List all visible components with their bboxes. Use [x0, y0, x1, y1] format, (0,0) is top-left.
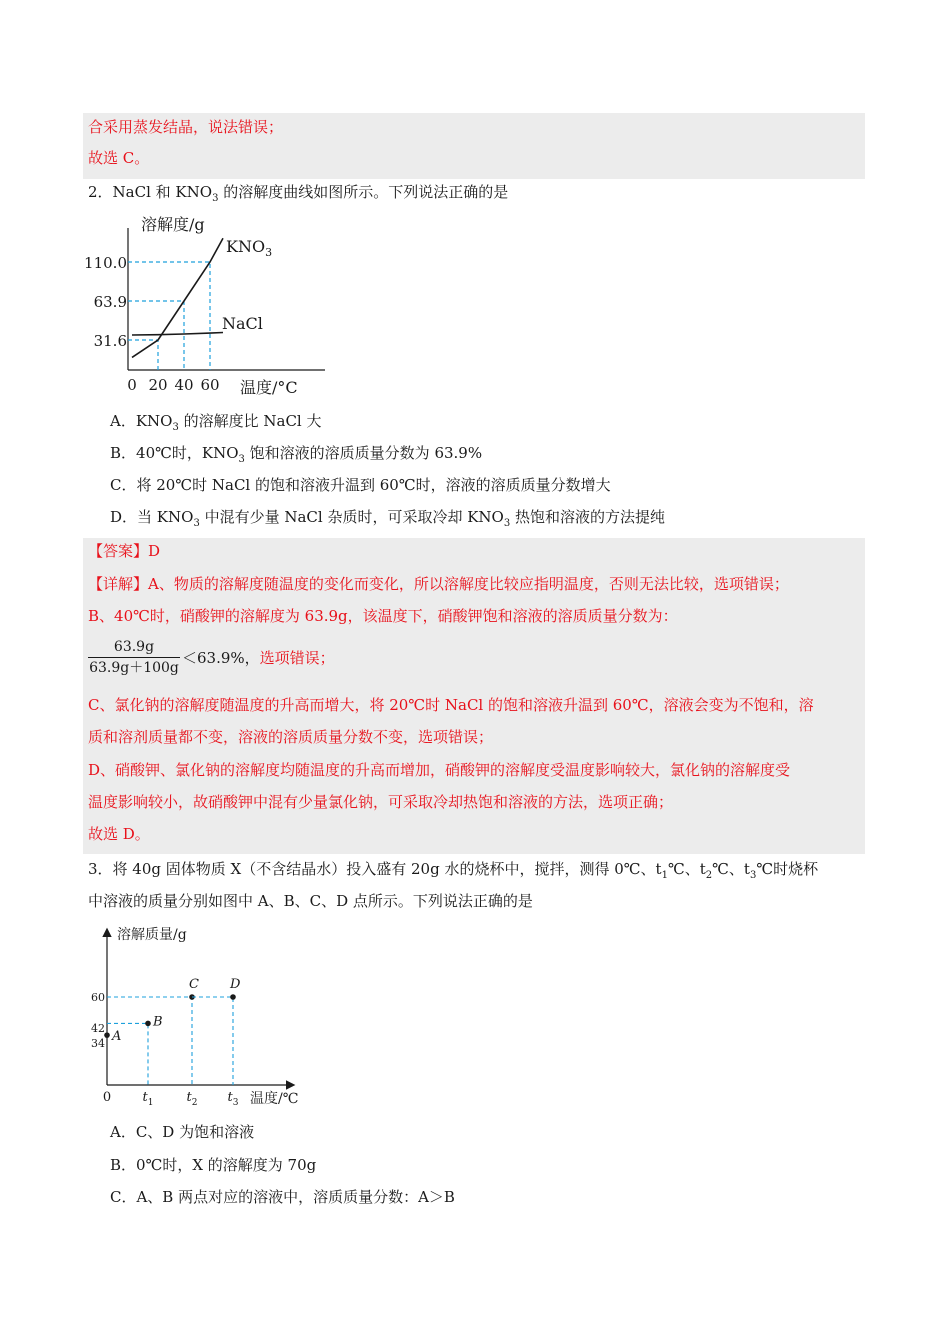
chart2-x-tick: $t_1$ [142, 1090, 154, 1108]
q2-stem: 2．NaCl 和 $KNO_3$ 的溶解度曲线如图所示。下列说法正确的是 [88, 183, 509, 204]
chart2-x-tick: $t_3$ [227, 1090, 239, 1108]
chart1-x-tick: 0 [127, 376, 137, 394]
chart1-y-tick: 31.6 [93, 332, 127, 350]
q2-analysis-line: D、硝酸钾、氯化钠的溶解度均随温度的升高而增加，硝酸钾的溶解度受温度影响较大，氯化钠的溶解度受 [88, 761, 791, 779]
chart2-point-b [145, 1021, 151, 1027]
kno3-curve-label: $KNO_3$ [226, 237, 273, 259]
q3-option-a[interactable]: A．C、D 为饱和溶液 [110, 1123, 255, 1141]
chart1-x-tick: 60 [200, 376, 220, 394]
chart2-point-label: A [112, 1029, 122, 1045]
prev-analysis-line: 合采用蒸发结晶，说法错误； [88, 118, 284, 136]
chart2-point-a [104, 1032, 110, 1038]
q2-option-a[interactable]: A．$KNO_3$ 的溶解度比 NaCl 大 [110, 412, 322, 433]
solubility-curve-chart [85, 210, 325, 395]
chart2-x-title: 温度/℃ [250, 1091, 299, 1107]
q2-conclusion: 故选 D。 [88, 825, 150, 843]
chart2-y-title: 溶解质量/g [117, 927, 187, 943]
q2-analysis-line: B、40℃时，硝酸钾的溶解度为 63.9g，该温度下，硝酸钾饱和溶液的溶质质量分数为： [88, 607, 678, 625]
chart2-point-label: B [153, 1014, 163, 1030]
chart2-x-tick: $t_2$ [186, 1090, 198, 1108]
q2-analysis-line: 温度影响较小，故硝酸钾中混有少量氯化钠，可采取冷却热饱和溶液的方法，选项正确； [88, 793, 674, 811]
prev-conclusion-line: 故选 C。 [88, 149, 150, 167]
chart1-y-tick: 63.9 [93, 293, 127, 311]
q3-option-b[interactable]: B．0℃时，X 的溶解度为 70g [110, 1156, 317, 1174]
q2-analysis-line: 【详解】A、物质的溶解度随温度的变化而变化，所以溶解度比较应指明温度，否则无法比较，选项错误； [88, 575, 789, 593]
chart1-y-tick: 110.0 [84, 254, 127, 272]
chart2-y-tick: 60 [91, 991, 105, 1004]
q2-option-b[interactable]: B．40℃时，$KNO_3$ 饱和溶液的溶质质量分数为 63.9% [110, 444, 483, 465]
chart2-guide-d [192, 997, 233, 1085]
chart2-y-tick: 34 [91, 1037, 105, 1050]
q2-option-c[interactable]: C．将 20℃时 NaCl 的饱和溶液升温到 60℃时，溶液的溶质质量分数增大 [110, 476, 611, 494]
q3-stem-line1: 3．将 40g 固体物质 X（不含结晶水）投入盛有 20g 水的烧杯中，搅拌，测得 0℃、$t_1℃$、$t_2℃$、$t_3℃$时烧杯 [88, 860, 819, 881]
q3-stem-line2: 中溶液的质量分别如图中 A、B、C、D 点所示。下列说法正确的是 [88, 892, 533, 910]
q2-analysis-line: C、氯化钠的溶解度随温度的升高而增大，将 20℃时 NaCl 的饱和溶液升温到 60℃，溶液会变为不饱和，溶 [88, 696, 814, 714]
chart1-y-title: 溶解度/g [141, 215, 205, 234]
q2-analysis-line: 质和溶剂质量都不变，溶液的溶质质量分数不变，选项错误； [88, 728, 494, 746]
solution-mass-chart [85, 922, 315, 1112]
chart2-x-tick: 0 [102, 1090, 112, 1105]
chart2-point-label: D [230, 977, 241, 992]
nacl-curve [132, 333, 223, 336]
chart1-x-tick: 20 [148, 376, 168, 394]
q3-option-c[interactable]: C．A、B 两点对应的溶液中，溶质质量分数：A＞B [110, 1188, 455, 1206]
q2-answer: 【答案】D [88, 542, 161, 560]
chart2-point-d [230, 994, 236, 1000]
mass-fraction-formula: $\frac{63.9g}{63.9g+100g}$ [89, 639, 179, 676]
chart2-y-tick: 42 [91, 1022, 105, 1035]
nacl-curve-label: NaCl [222, 314, 263, 333]
chart2-point-label: C [189, 977, 199, 992]
chart1-guide-20 [128, 340, 158, 370]
chart1-x-tick: 40 [174, 376, 194, 394]
chart1-x-title: 温度/°C [240, 378, 298, 397]
chart1-guide-60 [128, 262, 210, 370]
formula-tail: ＜63.9%，选项错误； [182, 649, 335, 667]
q2-option-d[interactable]: D．当 $KNO_3$ 中混有少量 NaCl 杂质时，可采取冷却 $KNO_3$ 热饱和溶液的方法提纯 [110, 508, 666, 529]
